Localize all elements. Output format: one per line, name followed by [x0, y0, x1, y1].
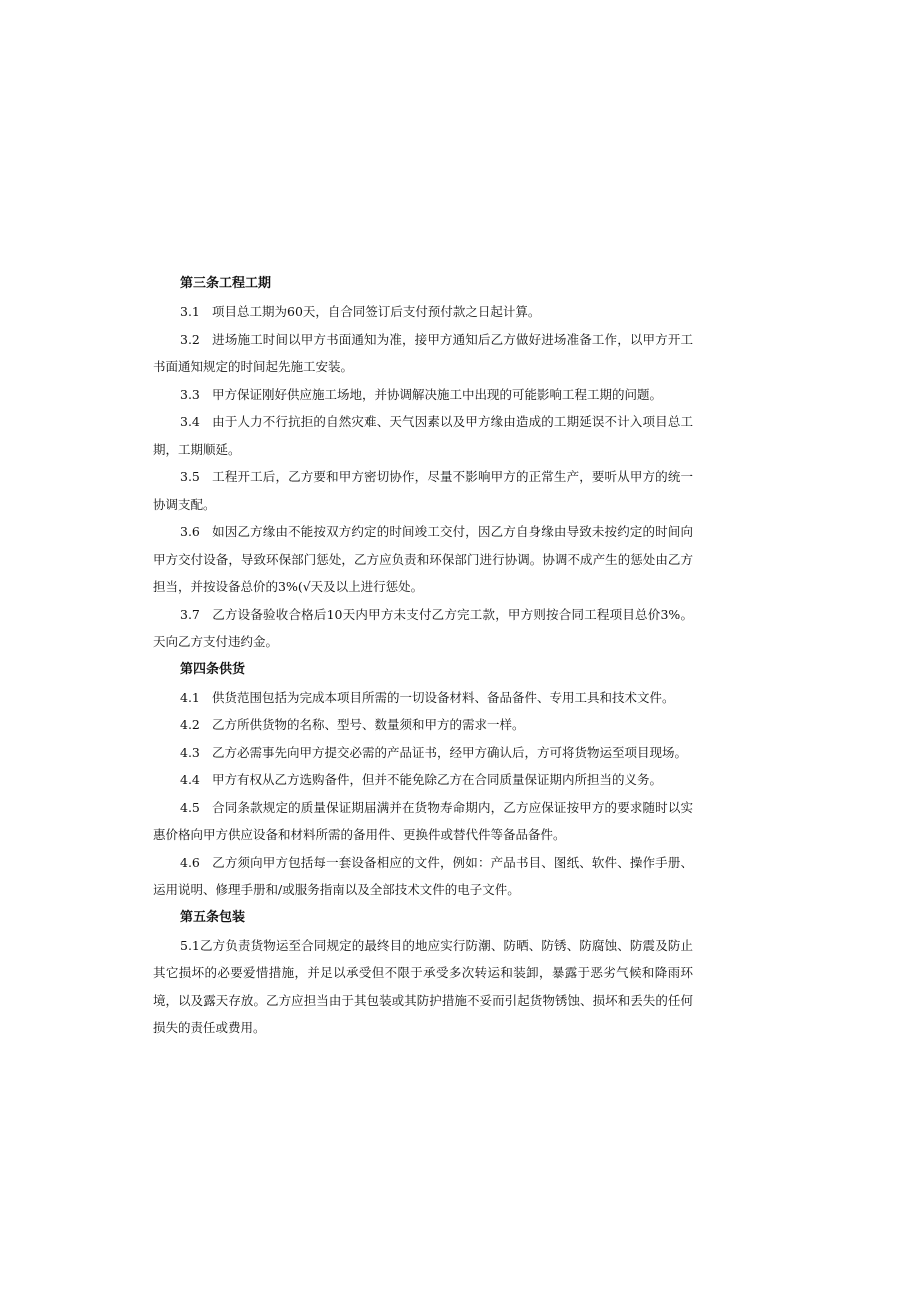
clause-number: 3.1 — [180, 304, 200, 319]
clause-number: 4.1 — [180, 689, 200, 705]
clause-3-6 — [153, 518, 693, 601]
clause-4-5 — [153, 794, 693, 849]
section-heading: 第五条包装 — [180, 909, 246, 925]
clause-number: 3.5 — [180, 469, 200, 484]
clause-number: 4.4 — [180, 772, 200, 787]
clause-text: 乙方须向甲方包括每一套设备相应的文件，例如：产品书目、图纸、软件、操作手册、运用说明、修理手册和/或服务指南以及全部技术文件的电子文件。 — [153, 854, 693, 897]
clause-text: 乙方所供货物的名称、型号、数量须和甲方的需求一样。 — [212, 717, 525, 732]
clause-4-6 — [153, 849, 693, 904]
clause-text: 乙方必需事先向甲方提交必需的产品证书，经甲方确认后，方可将货物运至项目现场。 — [212, 744, 688, 760]
section-3 — [153, 270, 693, 656]
clause-number: 4.6 — [180, 854, 200, 870]
clause-5-1 — [153, 932, 693, 1042]
clause-3-3 — [153, 381, 693, 409]
clause-3-7 — [153, 601, 693, 656]
clause-3-2 — [153, 326, 693, 381]
section-heading: 第四条供货 — [180, 661, 246, 677]
clause-number: 5.1 — [180, 937, 200, 953]
contract-body — [153, 270, 693, 1042]
clause-number: 4.3 — [180, 744, 200, 760]
clause-number: 4.5 — [180, 799, 200, 815]
clause-number: 3.4 — [180, 414, 200, 429]
clause-text: 甲方保证刚好供应施工场地，并协调解决施工中出现的可能影响工程工期的问题。 — [212, 386, 663, 402]
clause-number: 4.2 — [180, 717, 200, 732]
clause-3-1 — [153, 298, 693, 326]
clause-4-1 — [153, 684, 693, 712]
section-4 — [153, 656, 693, 904]
clause-text: 项目总工期为60天，自合同签订后支付预付款之日起计算。 — [212, 304, 541, 319]
clause-text: 工程开工后，乙方要和甲方密切协作，尽量不影响甲方的正常生产，要听从甲方的统一协调支配。 — [153, 469, 693, 512]
clause-text: 如因乙方缘由不能按双方约定的时间竣工交付，因乙方自身缘由导致未按约定的时间向甲方交付设备，导致环保部门惩处，乙方应负责和环保部门进行协调。协调不成产生的惩处由乙方担当，并按设备总价的3%(√天及以上进行惩处。 — [153, 524, 693, 594]
clause-number: 3.7 — [180, 606, 200, 622]
clause-4-4 — [153, 766, 693, 794]
section-heading: 第三条工程工期 — [180, 276, 272, 291]
clause-number: 3.3 — [180, 386, 200, 402]
clause-text: 甲方有权从乙方选购备件，但并不能免除乙方在合同质量保证期内所担当的义务。 — [212, 772, 663, 787]
clause-text: 合同条款规定的质量保证期届满并在货物寿命期内，乙方应保证按甲方的要求随时以实惠价格向甲方供应设备和材料所需的备用件、更换件或替代件等备品备件。 — [153, 799, 693, 842]
clause-text: 进场施工时间以甲方书面通知为准，接甲方通知后乙方做好进场准备工作，以甲方开工书面通知规定的时间起先施工安装。 — [153, 331, 693, 374]
clause-text: 供货范围包括为完成本项目所需的一切设备材料、备品备件、专用工具和技术文件。 — [212, 689, 675, 705]
clause-number: 3.2 — [180, 331, 200, 347]
clause-text: 由于人力不行抗拒的自然灾难、天气因素以及甲方缘由造成的工期延误不计入项目总工期，工期顺延。 — [153, 414, 693, 457]
clause-text: 乙方设备验收合格后10天内甲方未支付乙方完工款，甲方则按合同工程项目总价3%。天向乙方支付违约金。 — [153, 606, 693, 649]
clause-4-3 — [153, 739, 693, 767]
clause-text: 乙方负责货物运至合同规定的最终目的地应实行防潮、防晒、防锈、防腐蚀、防震及防止其它损坏的必要爱惜措施，并足以承受但不限于承受多次转运和装卸，暴露于恶劣气候和降雨环境，以及露天存放。乙方应担当由于其包装或其防护措施不妥而引起货物锈蚀、损坏和丢失的任何损失的责任或费用。 — [153, 937, 693, 1035]
clause-3-4 — [153, 408, 693, 463]
clause-3-5 — [153, 463, 693, 518]
section-5 — [153, 904, 693, 1042]
clause-4-2 — [153, 711, 693, 739]
clause-number: 3.6 — [180, 524, 200, 539]
